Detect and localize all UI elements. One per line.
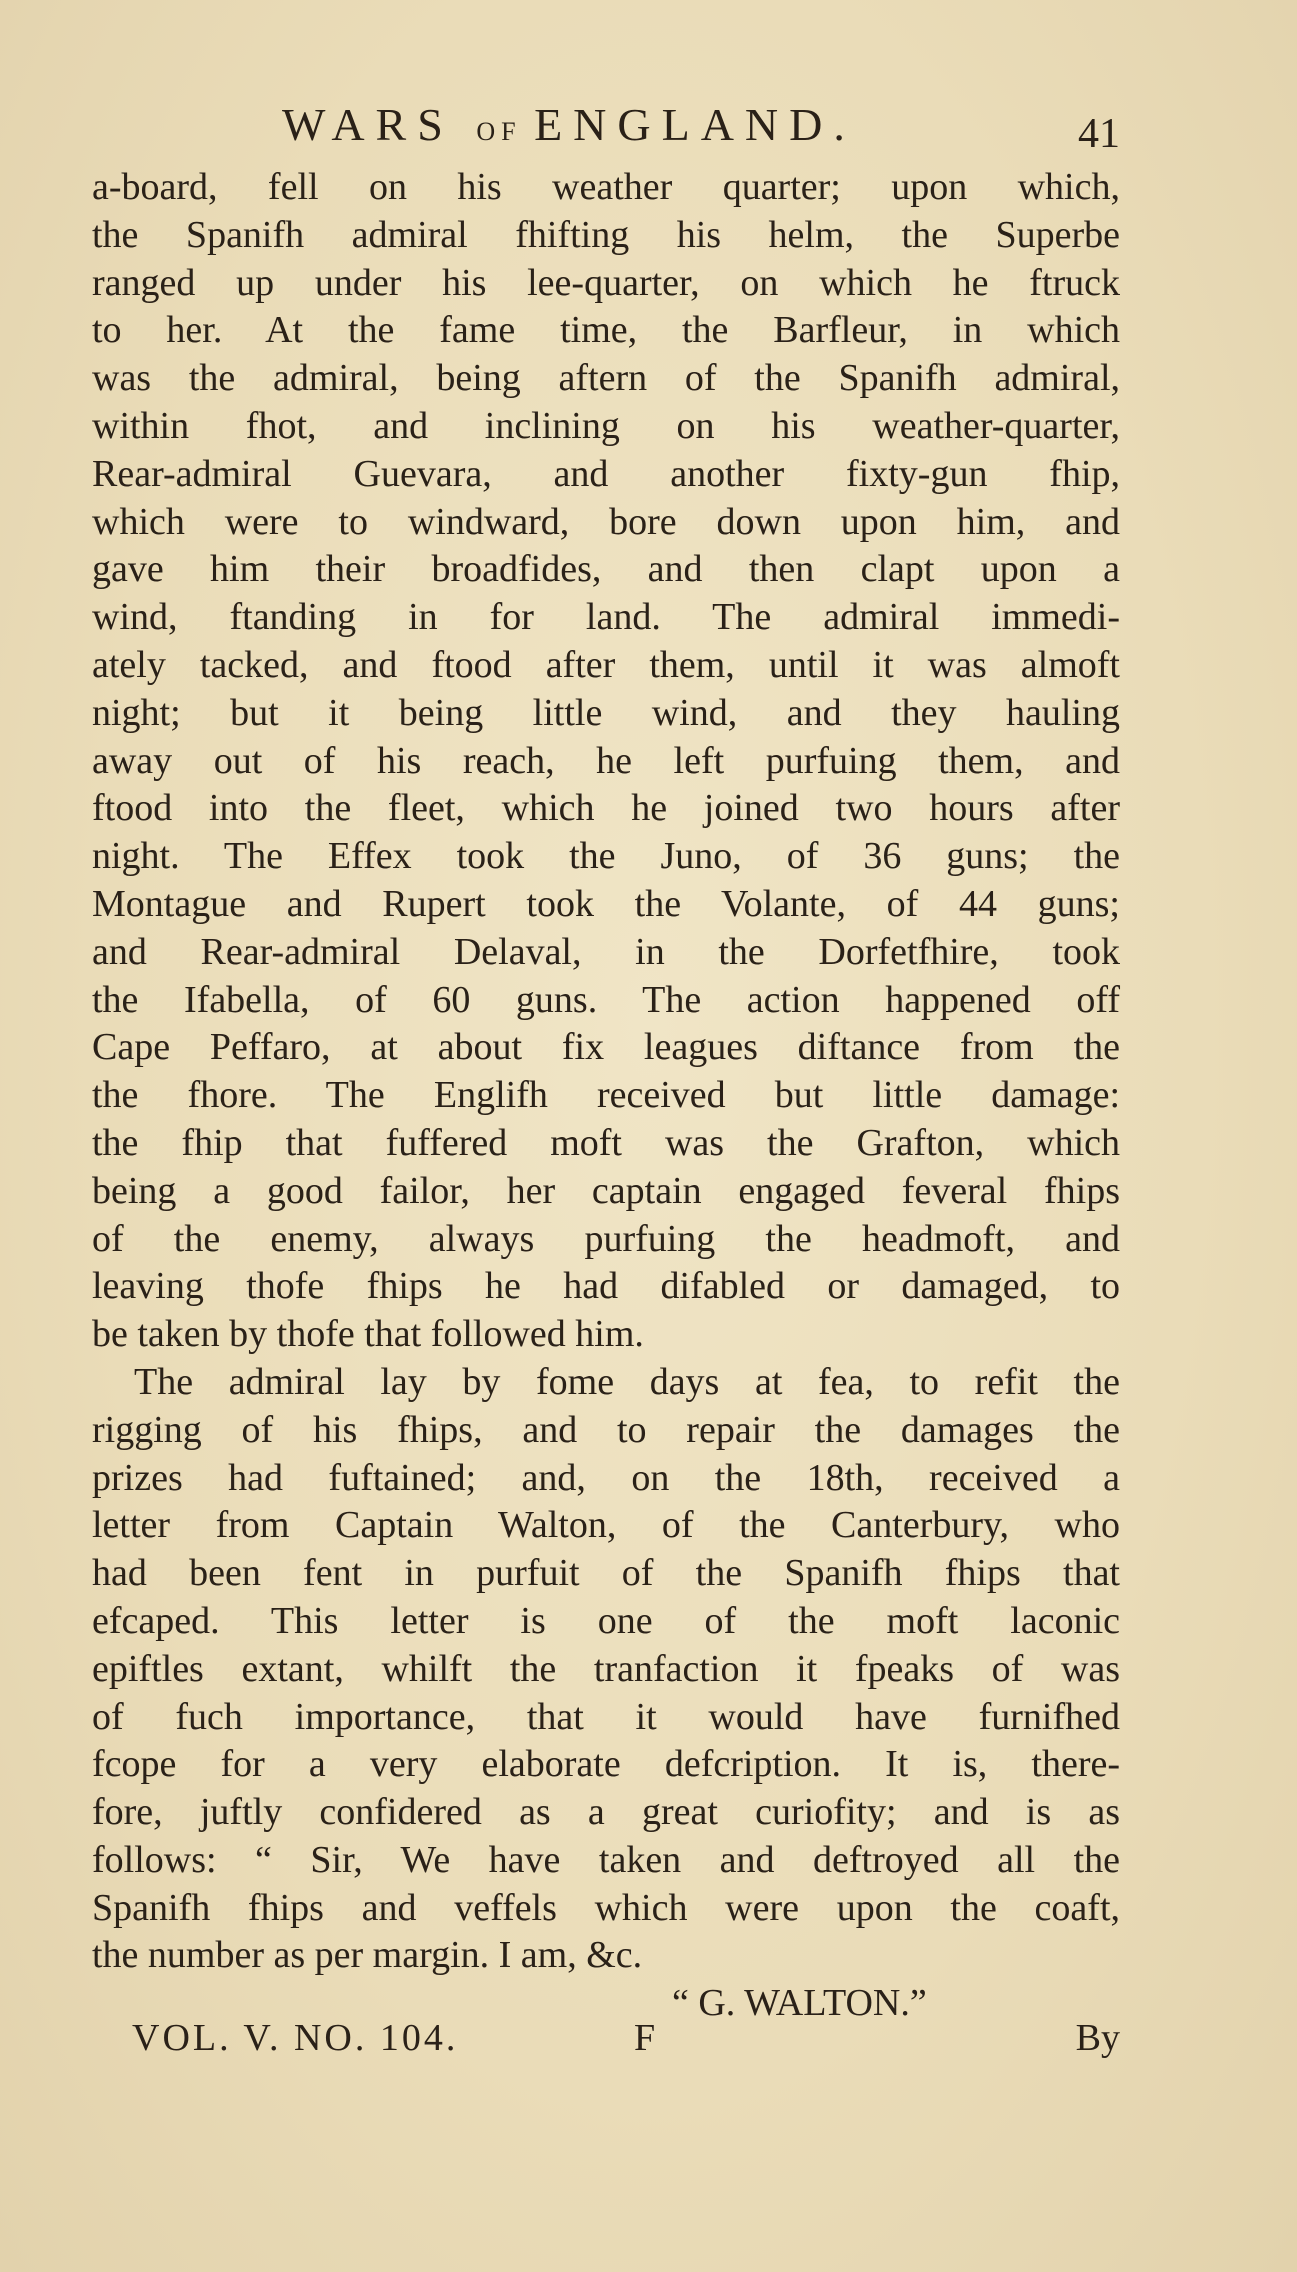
running-title (282, 98, 856, 151)
text-line: which were to windward, bore down upon him, and (92, 500, 1120, 543)
text-line: the Ifabella, of 60 guns. The action happened off (92, 978, 1120, 1021)
text-line: Spanifh fhips and veffels which were upon the coaft, (92, 1886, 1120, 1929)
text-line: away out of his reach, he left purfuing them, and (92, 739, 1120, 782)
text-line: rigging of his fhips, and to repair the damages the (92, 1408, 1120, 1451)
text-line: of the enemy, always purfuing the headmoft, and (92, 1217, 1120, 1260)
page-header (92, 92, 1120, 162)
text-line: within fhot, and inclining on his weather-quarter, (92, 404, 1120, 447)
text-line: night; but it being little wind, and they hauling (92, 691, 1120, 734)
text-line: efcaped. This letter is one of the moft laconic (92, 1599, 1120, 1642)
text-line: gave him their broadfides, and then clapt upon a (92, 548, 1120, 591)
text-line: to her. At the fame time, the Barfleur, in which (92, 309, 1120, 352)
text-line: fore, juftly confidered as a great curiofity; and is as (92, 1791, 1120, 1834)
running-title-of: OF (476, 117, 535, 146)
volume-number: VOL. V. NO. 104. (132, 2017, 459, 2059)
letter-signature: “ G. WALTON.” (672, 1982, 927, 2025)
text-line: the fhip that fuffered moft was the Grafton, which (92, 1121, 1120, 1164)
text-line: the number as per margin. I am, &c. (92, 1934, 643, 1977)
page-footer (132, 2016, 1120, 2076)
body-text (92, 164, 1120, 2028)
running-title-end: ENGLAND. (534, 99, 856, 150)
text-line: being a good failor, her captain engaged feveral fhips (92, 1169, 1120, 1212)
text-line: of fuch importance, that it would have furnifhed (92, 1695, 1120, 1738)
text-line: was the admiral, being aftern of the Spanifh admiral, (92, 357, 1120, 400)
text-line: and Rear-admiral Delaval, in the Dorfetfhire, took (92, 930, 1120, 973)
text-line: prizes had fuftained; and, on the 18th, received a (92, 1456, 1120, 1499)
catchword: By (1075, 2017, 1120, 2059)
text-line: ranged up under his lee-quarter, on which he ftruck (92, 261, 1120, 304)
text-line: ftood into the fleet, which he joined two hours after (92, 787, 1120, 830)
page-number: 41 (1078, 111, 1120, 157)
text-line: Cape Peffaro, at about fix leagues diftance from the (92, 1026, 1120, 1069)
text-line: ately tacked, and ftood after them, until it was almoft (92, 643, 1120, 686)
running-title-main: WARS (282, 99, 477, 150)
text-line: wind, ftanding in for land. The admiral immedi- (92, 596, 1120, 639)
text-line: The admiral lay by fome days at fea, to refit the (134, 1360, 1120, 1403)
text-line: leaving thofe fhips he had difabled or damaged, to (92, 1265, 1120, 1308)
text-line: Rear-admiral Guevara, and another fixty-gun fhip, (92, 452, 1120, 495)
text-line: night. The Effex took the Juno, of 36 guns; the (92, 835, 1120, 878)
text-line: letter from Captain Walton, of the Canterbury, who (92, 1504, 1120, 1547)
text-line: a-board, fell on his weather quarter; upon which, (92, 166, 1120, 208)
text-line: fcope for a very elaborate defcription. It is, there- (92, 1743, 1120, 1786)
text-line: the Spanifh admiral fhifting his helm, the Superbe (92, 213, 1120, 256)
text-line: follows: “ Sir, We have taken and deftroyed all the (92, 1838, 1120, 1881)
text-line: the fhore. The Englifh received but little damage: (92, 1074, 1120, 1117)
text-line: be taken by thofe that followed him. (92, 1313, 644, 1356)
text-line: epiftles extant, whilft the tranfaction it fpeaks of was (92, 1647, 1120, 1690)
text-line: Montague and Rupert took the Volante, of 44 guns; (92, 882, 1120, 925)
text-line: had been fent in purfuit of the Spanifh fhips that (92, 1552, 1120, 1595)
signature-mark: F (634, 2017, 656, 2059)
